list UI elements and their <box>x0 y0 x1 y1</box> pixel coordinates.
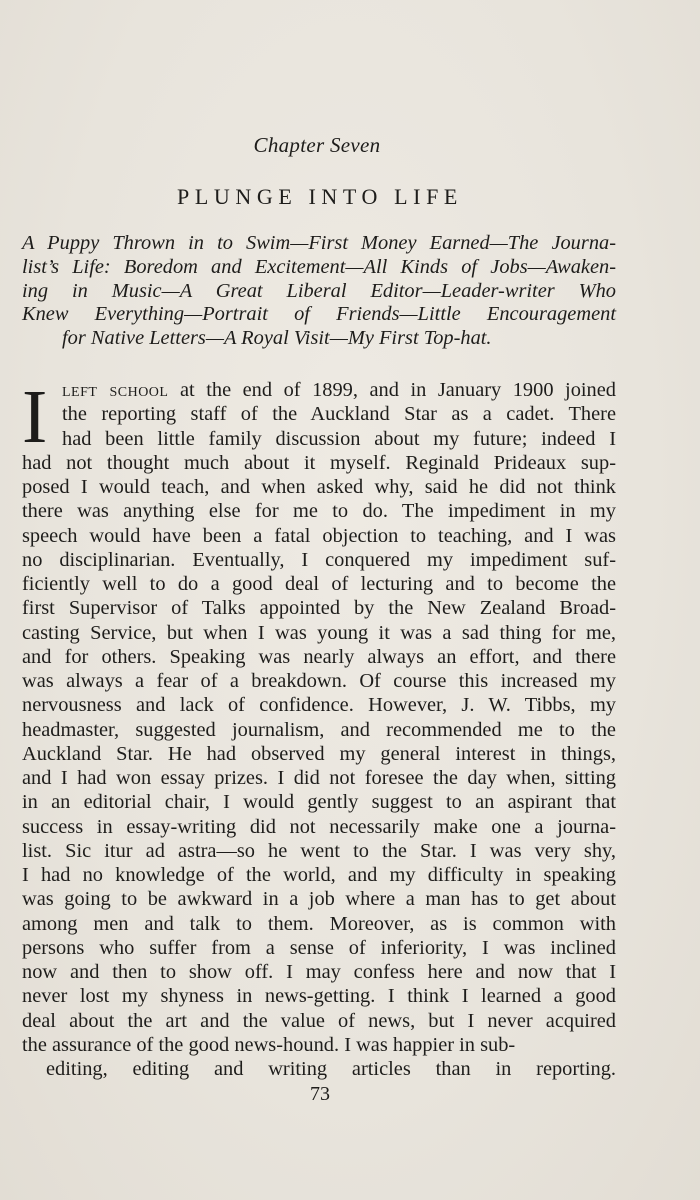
body-line: headmaster, suggested journalism, and recommended me to the <box>22 718 616 741</box>
body-line: was always a fear of a breakdown. Of course this increased my <box>22 670 616 692</box>
body-line: among men and talk to them. Moreover, as is common with <box>22 912 616 935</box>
body-line: no disciplinarian. Eventually, I conquered my impediment suf- <box>22 548 616 571</box>
body-line: speech would have been a fatal objection to teaching, and I was <box>22 524 616 547</box>
body-line: and for others. Speaking was nearly always an effort, and there <box>22 645 616 668</box>
body-text <box>22 375 617 1081</box>
body-line: now and then to show off. I may confess here and now that I <box>22 961 616 983</box>
synopsis-line: ing in Music—A Great Liberal Editor—Leader-writer Who <box>22 279 616 302</box>
body-line: the reporting staff of the Auckland Star as a cadet. There <box>62 403 616 426</box>
body-line: had been little family discussion about my future; indeed I <box>62 427 616 450</box>
body-line: posed I would teach, and when asked why, said he did not think <box>22 476 616 498</box>
body-line: first Supervisor of Talks appointed by the New Zealand Broad- <box>22 597 616 620</box>
body-line: there was anything else for me to do. The impediment in my <box>22 500 616 523</box>
synopsis-line: Knew Everything—Portrait of Friends—Little Encouragement <box>22 303 616 326</box>
body-line: in an editorial chair, I would gently suggest to an aspirant that <box>22 791 616 814</box>
page-number: 73 <box>310 1083 330 1105</box>
body-line: deal about the art and the value of news, but I never acquired <box>22 1009 616 1032</box>
body-line: had not thought much about it myself. Reginald Prideaux sup- <box>22 451 616 474</box>
synopsis-line: A Puppy Thrown in to Swim—First Money Earned—The Journa- <box>22 232 616 254</box>
body-line: never lost my shyness in news-getting. I think I learned a good <box>22 985 616 1008</box>
chapter-label: Chapter Seven <box>253 133 381 157</box>
synopsis-line: for Native Letters—A Royal Visit—My First Top-hat. <box>62 327 492 350</box>
chapter-title: PLUNGE INTO LIFE <box>177 184 463 209</box>
body-line: casting Service, but when I was young it was a sad thing for me, <box>22 621 616 644</box>
body-line: list. Sic itur ad astra—so he went to the Star. I was very shy, <box>22 839 616 862</box>
body-line-first <box>22 378 616 402</box>
opening-line-rest: at the end of 1899, and in January 1900 joined <box>168 379 617 401</box>
synopsis-line: list’s Life: Boredom and Excitement—All Kinds of Jobs—Awaken- <box>22 255 616 278</box>
body-line: and I had won essay prizes. I did not foresee the day when, sitting <box>22 767 616 789</box>
chapter-synopsis <box>22 232 616 351</box>
body-line: nervousness and lack of confidence. However, J. W. Tibbs, my <box>22 694 616 717</box>
body-line: persons who suffer from a sense of inferiority, I was inclined <box>22 936 616 959</box>
body-line: was going to be awkward in a job where a man has to get about <box>22 888 616 911</box>
body-line: Auckland Star. He had observed my general interest in things, <box>22 742 616 765</box>
body-line: success in essay-writing did not necessarily make one a journa- <box>22 815 616 838</box>
body-line: editing, editing and writing articles than in reporting. <box>46 1058 616 1080</box>
body-line: ficiently well to do a good deal of lecturing and to become the <box>22 573 616 595</box>
body-line: the assurance of the good news-hound. I was happier in sub- <box>22 1033 516 1056</box>
drop-cap: I <box>22 375 48 459</box>
body-line: I had no knowledge of the world, and my difficulty in speaking <box>22 864 616 886</box>
opening-small-caps: left school <box>62 379 169 401</box>
